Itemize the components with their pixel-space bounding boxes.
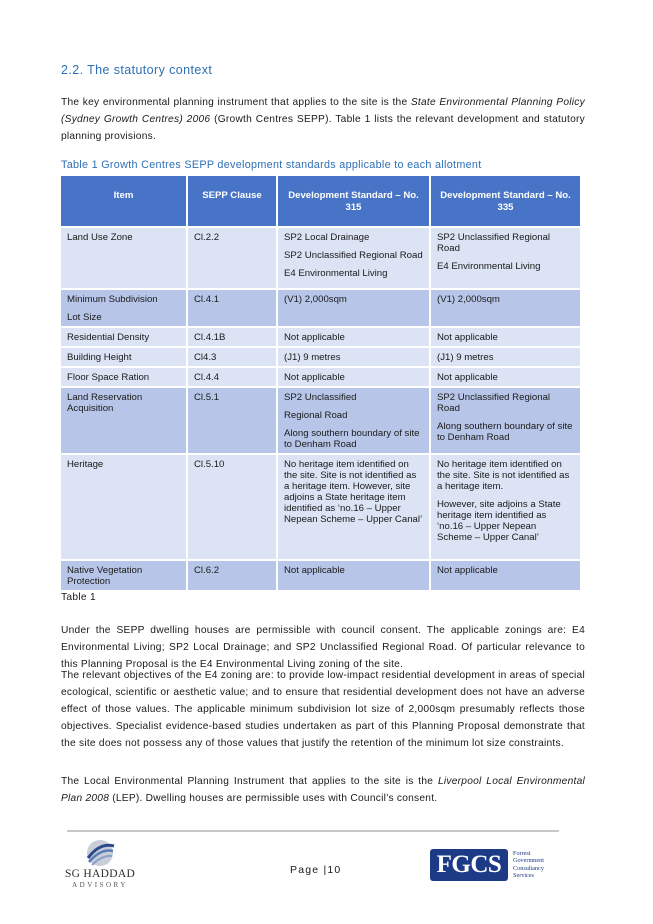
- standard-315-cell: [277, 454, 430, 560]
- clause-cell: Cl.2.2: [187, 227, 277, 289]
- item-cell: [61, 367, 187, 387]
- clause-cell: Cl4.3: [187, 347, 277, 367]
- cell-line: (J1) 9 metres: [437, 352, 494, 363]
- cell-line: No heritage item identified on the site. Site is not identified as a heritage item. However, site adjoins a State heritage item identified as ‘no.16 – Upper Nepean Scheme – Upper Canal’: [284, 459, 423, 525]
- lep-paragraph: The Local Environmental Planning Instrument that applies to the site is the Liverpool Local Environmental Plan 2008 (LEP). Dwelling houses are permissible uses with Council’s consent.: [61, 776, 585, 804]
- cell-line: However, site adjoins a State heritage item identified as ‘no.16 – Upper Nepean Scheme – Upper Canal’: [437, 499, 561, 543]
- table-row: [61, 289, 580, 327]
- cell-line: SP2 Local Drainage: [284, 232, 370, 243]
- cell-line: (J1) 9 metres: [284, 352, 341, 363]
- section-heading: 2.2. The statutory context: [61, 63, 213, 77]
- cell-line: (V1) 2,000sqm: [437, 294, 500, 305]
- left-logo-sub: ADVISORY: [72, 881, 128, 889]
- cell-line: Land Reservation Acquisition: [67, 392, 143, 414]
- item-cell: [61, 347, 187, 367]
- item-cell: [61, 387, 187, 454]
- cell-line: Land Use Zone: [67, 232, 133, 243]
- clause-cell: Cl.5.10: [187, 454, 277, 560]
- cell-line: E4 Environmental Living: [437, 261, 541, 272]
- fgcs-abbr: FGCS: [430, 849, 508, 881]
- standard-315-cell: [277, 289, 430, 327]
- table-caption: Table 1 Growth Centres SEPP development standards applicable to each allotment: [61, 159, 482, 171]
- header-standard-335: Development Standard – No. 335: [430, 176, 580, 227]
- zoning-paragraph: Under the SEPP dwelling houses are permissible with council consent. The applicable zonings are: E4 Environmental Living; SP2 Local Drainage; and SP2 Unclassified Regional Road. Of particular relevance to this Planning Proposal is the E4 Environmental Living zoning of the site.: [61, 625, 585, 670]
- standard-335-cell: [430, 454, 580, 560]
- standard-315-cell: [277, 387, 430, 454]
- cell-line: Not applicable: [437, 332, 498, 343]
- fgcs-text: [513, 850, 573, 879]
- cell-line: Regional Road: [284, 410, 348, 421]
- cell-line: Minimum Subdivision: [67, 294, 158, 305]
- cell-line: Residential Density: [67, 332, 150, 343]
- clause-cell: Cl.6.2: [187, 560, 277, 591]
- cell-line: SP2 Unclassified Regional Road: [437, 232, 551, 254]
- standard-335-cell: [430, 387, 580, 454]
- table-row: [61, 387, 580, 454]
- fgcs-line-4: Services: [513, 871, 534, 879]
- item-cell: [61, 327, 187, 347]
- table-header-row: [61, 176, 580, 227]
- fgcs-logo: [430, 849, 570, 881]
- clause-cell: Cl.5.1: [187, 387, 277, 454]
- header-sepp-clause: SEPP Clause: [187, 176, 277, 227]
- item-cell: [61, 454, 187, 560]
- clause-cell: Cl.4.1B: [187, 327, 277, 347]
- left-logo-name: SG HADDAD: [64, 868, 136, 880]
- standard-315-cell: [277, 367, 430, 387]
- cell-line: Lot Size: [67, 312, 102, 323]
- standard-335-cell: [430, 289, 580, 327]
- table-footer-label: Table 1: [61, 592, 96, 603]
- table-row: [61, 347, 580, 367]
- fgcs-line-1: Forrest: [513, 850, 531, 857]
- standard-315-cell: [277, 327, 430, 347]
- standard-315-cell: [277, 347, 430, 367]
- item-cell: [61, 227, 187, 289]
- table-row: [61, 227, 580, 289]
- cell-line: (V1) 2,000sqm: [284, 294, 347, 305]
- objectives-paragraph: The relevant objectives of the E4 zoning are: to provide low-impact residential development in areas of special ecological, scientific or aesthetic value; and to ensure that residential development does not have an adverse effect of those values. The applicable minimum subdivision lot size of 2,000sqm presumably reflects those objectives. Specialist evidence-based studies undertaken as part of this Planning Proposal demonstrate that the site does not possess any of those values that justify the retention of the minimum lot size constraints.: [61, 670, 585, 749]
- standard-335-cell: [430, 347, 580, 367]
- cell-line: Native Vegetation Protection: [67, 565, 143, 587]
- header-standard-315: Development Standard – No. 315: [277, 176, 430, 227]
- cell-line: Not applicable: [284, 565, 345, 576]
- standard-335-cell: [430, 227, 580, 289]
- cell-line: Along southern boundary of site to Denham Road: [437, 421, 573, 443]
- standard-335-cell: [430, 367, 580, 387]
- item-cell: [61, 289, 187, 327]
- intro-paragraph: The key environmental planning instrument that applies to the site is the State Environmental Planning Policy (Sydney Growth Centres) 2006 (Growth Centres SEPP). Table 1 lists the relevant development and statutory planning provisions.: [61, 97, 585, 142]
- cell-line: SP2 Unclassified Regional Road: [284, 250, 423, 261]
- table-row: [61, 454, 580, 560]
- cell-line: SP2 Unclassified Regional Road: [437, 392, 551, 414]
- fgcs-line-3: Consultancy: [513, 864, 544, 872]
- page-number: Page |10: [290, 864, 342, 876]
- cell-line: Not applicable: [284, 372, 345, 383]
- table-row: [61, 560, 580, 591]
- standard-335-cell: [430, 327, 580, 347]
- cell-line: SP2 Unclassified: [284, 392, 357, 403]
- cell-line: Not applicable: [437, 565, 498, 576]
- sepp-standards-table: [61, 176, 580, 592]
- table-row: [61, 327, 580, 347]
- globe-icon: [83, 838, 117, 868]
- clause-cell: Cl.4.4: [187, 367, 277, 387]
- header-item: Item: [61, 176, 187, 227]
- standard-315-cell: [277, 227, 430, 289]
- cell-line: Not applicable: [437, 372, 498, 383]
- standard-335-cell: [430, 560, 580, 591]
- standard-315-cell: [277, 560, 430, 591]
- cell-line: Heritage: [67, 459, 104, 470]
- cell-line: No heritage item identified on the site. Site is not identified as a heritage item.: [437, 459, 570, 492]
- item-cell: [61, 560, 187, 591]
- cell-line: E4 Environmental Living: [284, 268, 388, 279]
- cell-line: Floor Space Ration: [67, 372, 150, 383]
- cell-line: Building Height: [67, 352, 132, 363]
- cell-line: Along southern boundary of site to Denham Road: [284, 428, 420, 450]
- footer-divider: [67, 830, 559, 832]
- cell-line: Not applicable: [284, 332, 345, 343]
- clause-cell: Cl.4.1: [187, 289, 277, 327]
- table-row: [61, 367, 580, 387]
- sg-haddad-logo: [60, 838, 140, 890]
- fgcs-line-2: Government: [513, 857, 544, 865]
